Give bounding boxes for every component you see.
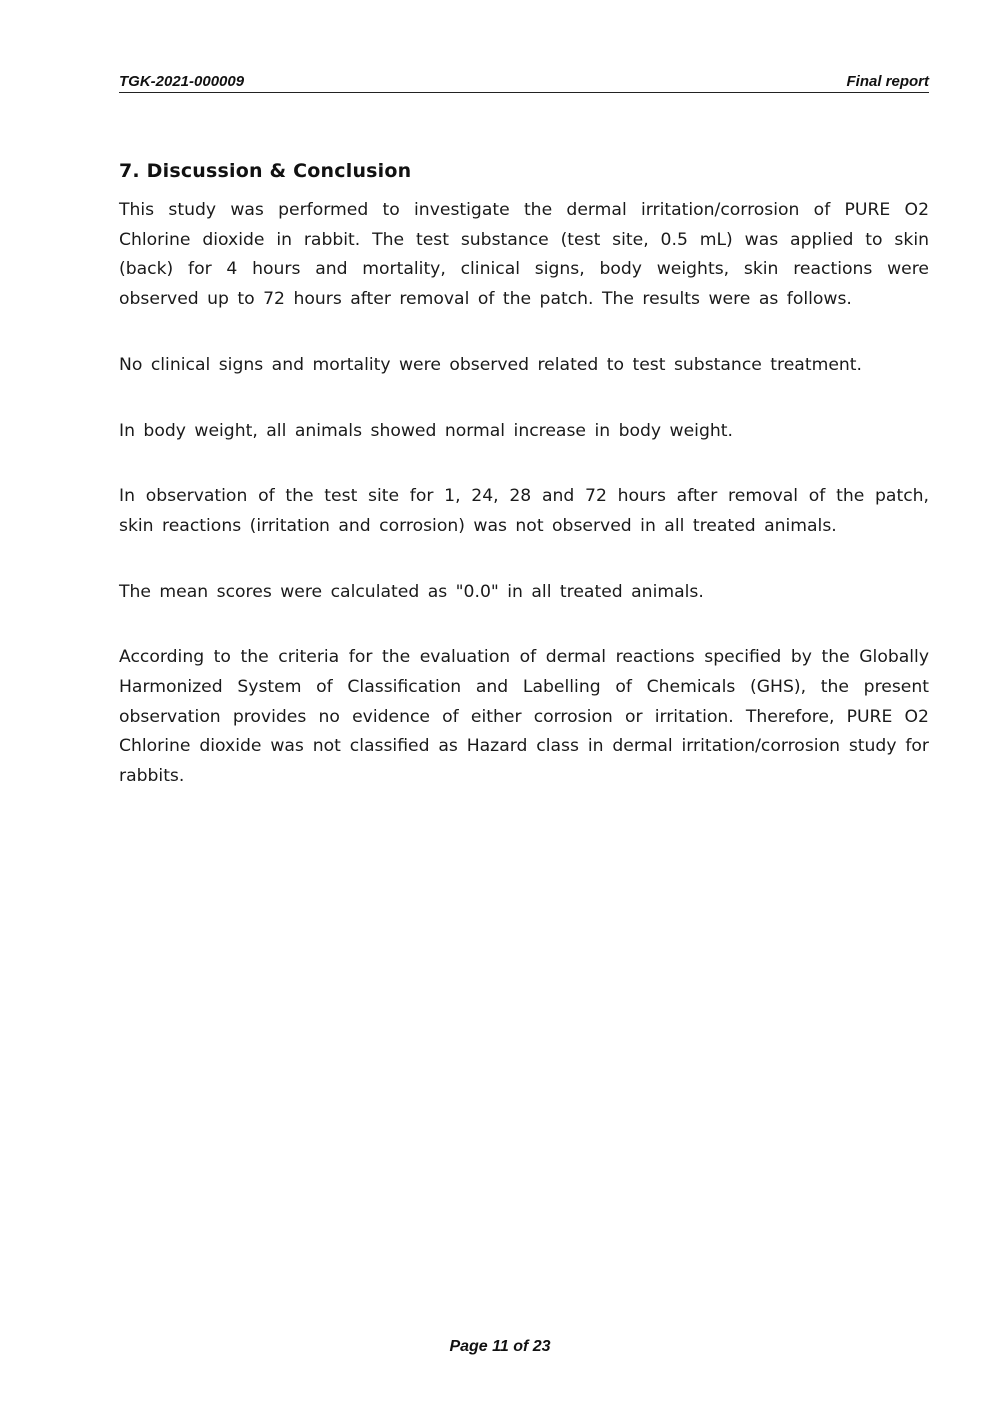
paragraph-study-summary: This study was performed to investigate the dermal irritation/corrosion of PURE O2 Chlorine dioxide in rabbit. The test substance (test site, 0.5 mL) was applied to skin (back) for 4 hours and mortality, clinical signs, body weights, skin reactions were observed up to 72 hours after removal of the patch. The results were as follows.	[119, 200, 929, 310]
paragraph-conclusion: According to the criteria for the evaluation of dermal reactions specified by the Globally Harmonized System of Classification and Labelling of Chemicals (GHS), the present observation provides no evidence of either corrosion or irritation. Therefore, PURE O2 Chlorine dioxide was not classified as Hazard class in dermal irritation/corrosion study for rabbits.	[119, 647, 929, 787]
page-number: Page 11 of 23	[449, 1338, 551, 1355]
paragraph-body-weight: In body weight, all animals showed normal increase in body weight.	[119, 420, 733, 441]
report-type: Final report	[846, 73, 929, 90]
paragraph-mean-scores: The mean scores were calculated as "0.0" in all treated animals.	[119, 581, 704, 602]
paragraph-skin-reactions: In observation of the test site for 1, 24, 28 and 72 hours after removal of the patch, skin reactions (irritation and corrosion) was not observed in all treated animals.	[119, 486, 929, 536]
page-header	[119, 70, 929, 93]
section-body	[119, 196, 929, 828]
paragraph-clinical-signs: No clinical signs and mortality were observed related to test substance treatment.	[119, 354, 862, 375]
document-id: TGK-2021-000009	[119, 73, 245, 90]
section-title: 7. Discussion & Conclusion	[119, 160, 412, 182]
